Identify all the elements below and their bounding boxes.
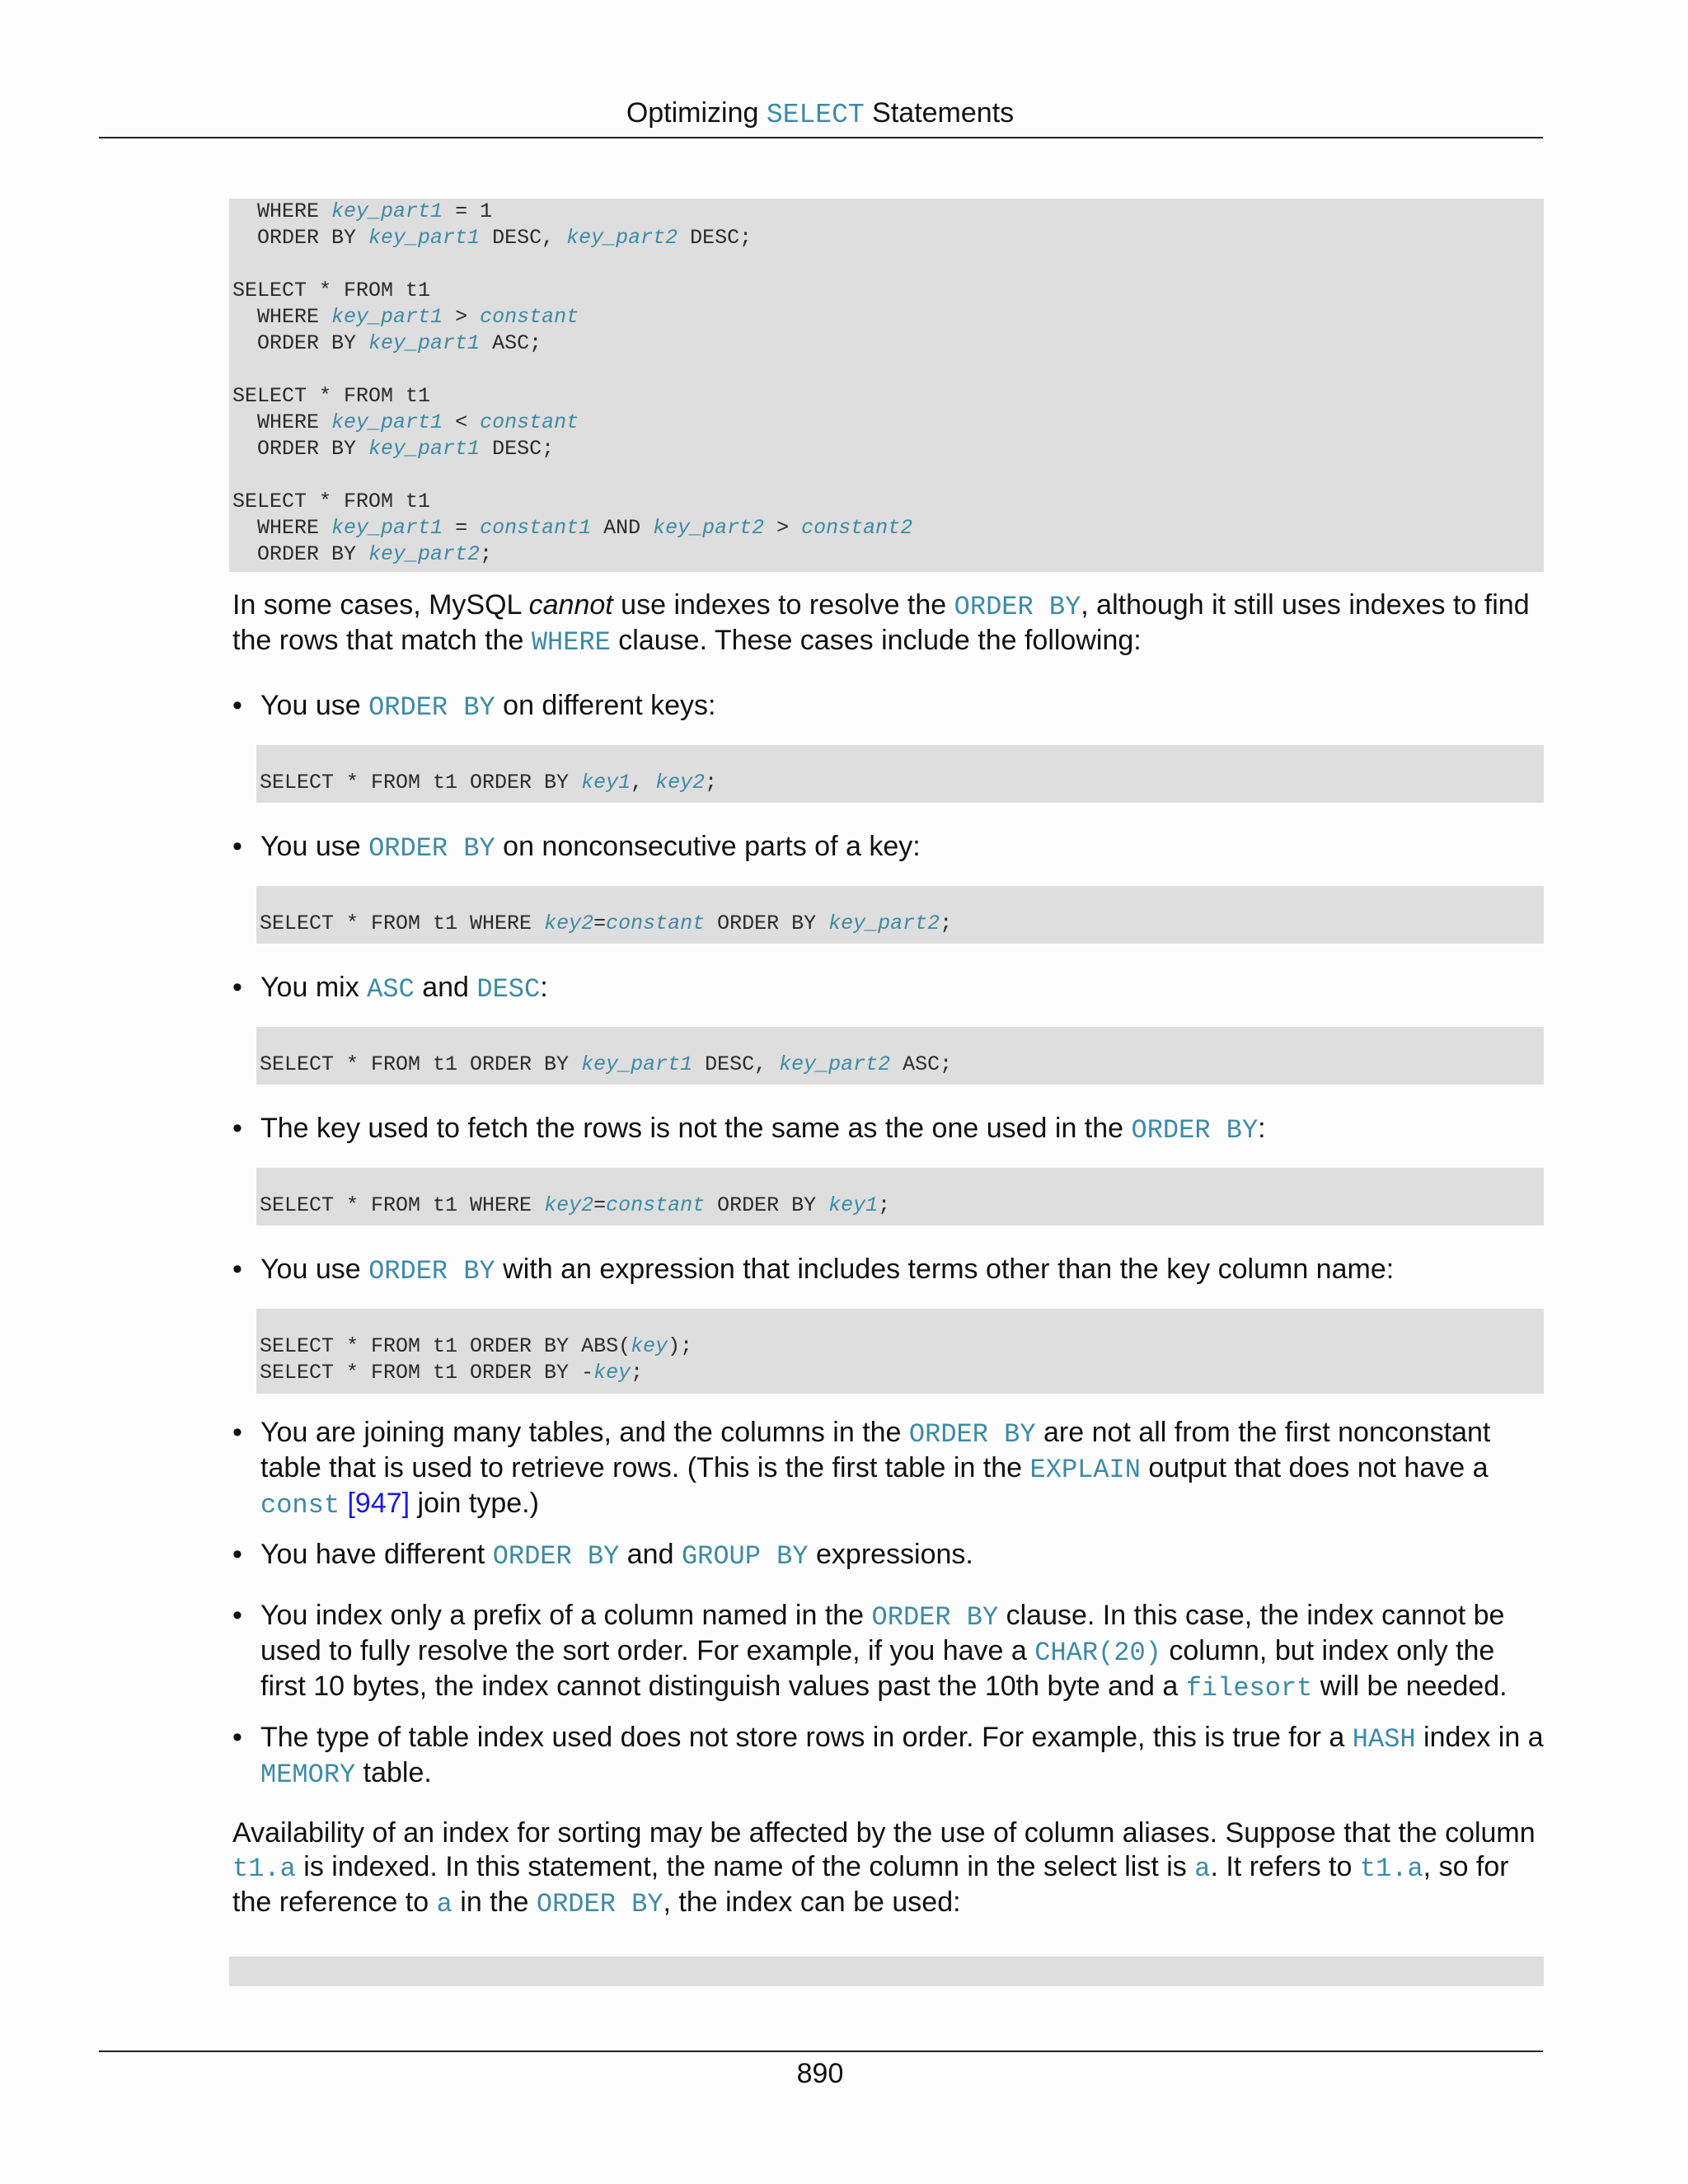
text-run: : [1258,1113,1266,1144]
text-run: = [443,516,481,540]
intro-text-3: , although it still uses indexes to find the rows that match the [232,589,1530,656]
inline-code: ORDER BY [368,692,495,723]
text-run: ORDER BY [232,331,369,355]
text-run: ORDER BY [232,437,369,461]
text-run: SELECT * FROM t1 ORDER BY ABS( [260,1334,631,1358]
code-line [232,330,1544,357]
code-line [232,410,1544,436]
code-line [232,515,1544,541]
code-variable: key2 [544,1193,594,1217]
code-variable: constant [480,305,579,329]
bullet-marker: • [232,972,242,1003]
text-run: index in a [1415,1722,1544,1753]
inline-code: EXPLAIN [1029,1455,1141,1485]
bullet-marker: • [232,1254,242,1285]
inline-code: a [436,1889,452,1919]
text-run: You mix [260,972,368,1003]
intro-text-1: In some cases, MySQL [232,589,529,621]
bottom-code-block [229,1957,1544,1986]
code-line [260,1360,1544,1386]
inline-code: t1.a [1359,1854,1423,1884]
inline-code: ORDER BY [1131,1115,1259,1146]
inline-code: ORDER BY [368,1256,495,1286]
text-run: AND [591,516,654,540]
header-rule [99,137,1543,138]
code-variable: key_part2 [566,226,678,250]
inline-code: ORDER BY [536,1889,663,1919]
text-run: , the index can be used: [663,1886,961,1918]
code-variable: key_part2 [828,912,940,935]
text-run: SELECT * FROM t1 [232,279,431,302]
inline-code: t1.a [232,1854,296,1884]
text-run: : [540,972,548,1003]
text-run: DESC, [692,1052,780,1076]
code-variable: constant [480,410,579,434]
code-line [260,911,1544,937]
example-code-block [256,1027,1544,1085]
code-variable: key_part2 [653,516,765,540]
bullet-text [260,1253,1545,1288]
text-run: DESC; [678,226,753,250]
bullet-text [260,1416,1545,1522]
example-code-block [256,886,1544,944]
text-run: is indexed. In this statement, the name of the column in the select list is [295,1851,1195,1882]
bullet-marker: • [232,1113,242,1144]
text-run: ; [878,1193,891,1217]
bullet-marker: • [232,1539,242,1570]
text-run: SELECT * FROM t1 WHERE [260,1193,545,1217]
text-run: in the [452,1886,537,1918]
inline-code: MEMORY [260,1760,356,1790]
inline-code: filesort [1185,1673,1313,1704]
text-run: DESC, [480,226,567,250]
text-run: = [593,912,607,935]
example-code-block [256,1309,1544,1394]
text-run: Availability of an index for sorting may be affected by the use of column aliases. Suppose that the column [232,1817,1536,1849]
code-line [232,278,1544,304]
intro-text-4: clause. These cases include the following: [610,625,1142,656]
text-run: = 1 [443,199,493,223]
bullet-text [260,1112,1545,1147]
header-title-code: SELECT [766,100,865,130]
code-line [232,251,1544,278]
bullet-text [260,971,1545,1006]
code-line [232,462,1544,489]
page-number: 890 [796,2058,844,2089]
inline-code: HASH [1352,1724,1416,1755]
code-line [260,1052,1544,1078]
code-line [260,1193,1544,1219]
code-line [232,304,1544,330]
code-variable: key_part1 [331,516,443,540]
bullet-text [260,830,1545,865]
text-run: ASC; [480,331,542,355]
code-line [232,383,1544,410]
header-title-after: Statements [872,97,1015,129]
text-run: ); [668,1334,693,1358]
text-run: SELECT * FROM t1 ORDER BY - [260,1361,594,1385]
example-code-block [256,745,1544,803]
intro-paragraph [232,588,1545,659]
text-run: on different keys: [495,690,716,721]
code-variable: key_part1 [331,305,443,329]
code-variable: key1 [828,1193,879,1217]
code-variable: constant [606,912,706,935]
text-run: > [443,305,481,329]
inline-code: ASC [367,974,415,1005]
code-variable: key_part2 [779,1052,891,1076]
text-run: join type.) [410,1488,539,1519]
footer-rule [99,2050,1543,2052]
intro-code-order-by: ORDER BY [954,592,1081,622]
bullet-marker: • [232,1722,242,1753]
bullet-text [260,1599,1545,1705]
text-run: ORDER BY [232,226,369,250]
text-run: are not all from the first nonconstant table that is used to retrieve rows. (This is the first table in the [260,1417,1491,1483]
bullet-text [260,689,1545,724]
code-line [232,489,1544,515]
inline-code: a [1194,1854,1211,1884]
bullet-marker: • [232,1417,242,1448]
inline-code: ORDER BY [908,1419,1036,1450]
text-run: The type of table index used does not store rows in order. For example, this is true for a [260,1722,1353,1753]
text-run: will be needed. [1312,1671,1507,1702]
code-line [260,1333,1544,1360]
code-variable: key_part2 [368,542,481,566]
intro-text-2: use indexes to resolve the [612,589,954,621]
text-run: You are joining many tables, and the columns in the [260,1417,909,1448]
text-run: The key used to fetch the rows is not the same as the one used in the [260,1113,1132,1144]
code-variable: key_part1 [331,410,443,434]
text-run: ; [631,1361,644,1385]
text-run: SELECT * FROM t1 [232,384,431,408]
text-run: > [764,516,802,540]
text-run: , [631,771,656,794]
text-run: clause. In this case, the index cannot be used to fully resolve the sort order. For example, if you have a [260,1600,1505,1666]
code-variable: key1 [581,771,631,794]
inline-code: DESC [476,974,541,1005]
code-line [232,436,1544,462]
text-run: ORDER BY [705,912,829,935]
text-run: and [619,1539,682,1570]
text-run: with an expression that includes terms other than the key column name: [495,1254,1395,1285]
inline-code: const [260,1490,340,1521]
code-variable: key2 [655,771,706,794]
code-line [232,199,1544,225]
text-run: You use [260,1254,369,1285]
text-run: You have different [260,1539,493,1570]
code-variable: constant2 [801,516,913,540]
text-run: ; [705,771,718,794]
bullet-marker: • [232,1600,242,1631]
code-variable: constant [606,1193,706,1217]
text-run: < [443,410,481,434]
text-run: ; [480,542,493,566]
text-run: output that does not have a [1140,1452,1489,1483]
bullet-marker: • [232,831,242,862]
bullet-marker: • [232,690,242,721]
text-run: on nonconsecutive parts of a key: [495,831,921,862]
intro-emphasis: cannot [528,589,613,621]
inline-code: ORDER BY [871,1602,999,1633]
text-run: ORDER BY [705,1193,829,1217]
code-variable: key_part1 [581,1052,693,1076]
page-header [0,96,1640,133]
code-variable: key_part1 [331,199,443,223]
text-run: You use [260,831,369,862]
code-variable: key_part1 [368,437,481,461]
bullet-text [260,1538,1545,1573]
text-run: column, but index only the first 10 bytes, the index cannot distinguish values past the 10th byte and a [260,1635,1495,1702]
code-variable: key_part1 [368,331,481,355]
inline-code: CHAR(20) [1034,1638,1161,1668]
text-run: and [414,972,477,1003]
text-run: table. [355,1757,432,1788]
inline-code: GROUP BY [681,1541,809,1572]
example-code-block [256,1168,1544,1226]
text-run: ORDER BY [232,542,369,566]
closing-paragraph [232,1816,1545,1921]
code-variable: key2 [544,912,594,935]
text-run: WHERE [232,516,332,540]
text-run: WHERE [232,410,332,434]
code-variable: key [631,1334,668,1358]
top-code-block [229,199,1544,572]
code-line [232,357,1544,383]
text-run: SELECT * FROM t1 WHERE [260,912,545,935]
text-run: You use [260,690,369,721]
code-line [232,225,1544,251]
inline-code: ORDER BY [368,833,495,864]
header-title-before: Optimizing [626,97,759,129]
code-variable: constant1 [480,516,592,540]
text-run: SELECT * FROM t1 ORDER BY [260,771,582,794]
code-variable: key [593,1361,631,1385]
text-run: SELECT * FROM t1 [232,490,431,513]
text-run: SELECT * FROM t1 ORDER BY [260,1052,582,1076]
bullet-text [260,1721,1545,1792]
code-variable: key_part1 [368,226,481,250]
code-line [232,541,1544,568]
text-run: WHERE [232,199,332,223]
code-line [260,770,1544,796]
text-run: You index only a prefix of a column named in the [260,1600,872,1631]
intro-code-where: WHERE [531,627,611,658]
text-run: ; [940,912,953,935]
text-run: WHERE [232,305,332,329]
text-run: expressions. [808,1539,973,1570]
text-run: , so for the reference to [232,1851,1509,1918]
text-run: . It refers to [1210,1851,1360,1882]
text-run: = [593,1193,607,1217]
page-link[interactable]: [947] [347,1488,410,1519]
text-run: DESC; [480,437,555,461]
text-run: ASC; [890,1052,953,1076]
inline-code: ORDER BY [492,1541,620,1572]
